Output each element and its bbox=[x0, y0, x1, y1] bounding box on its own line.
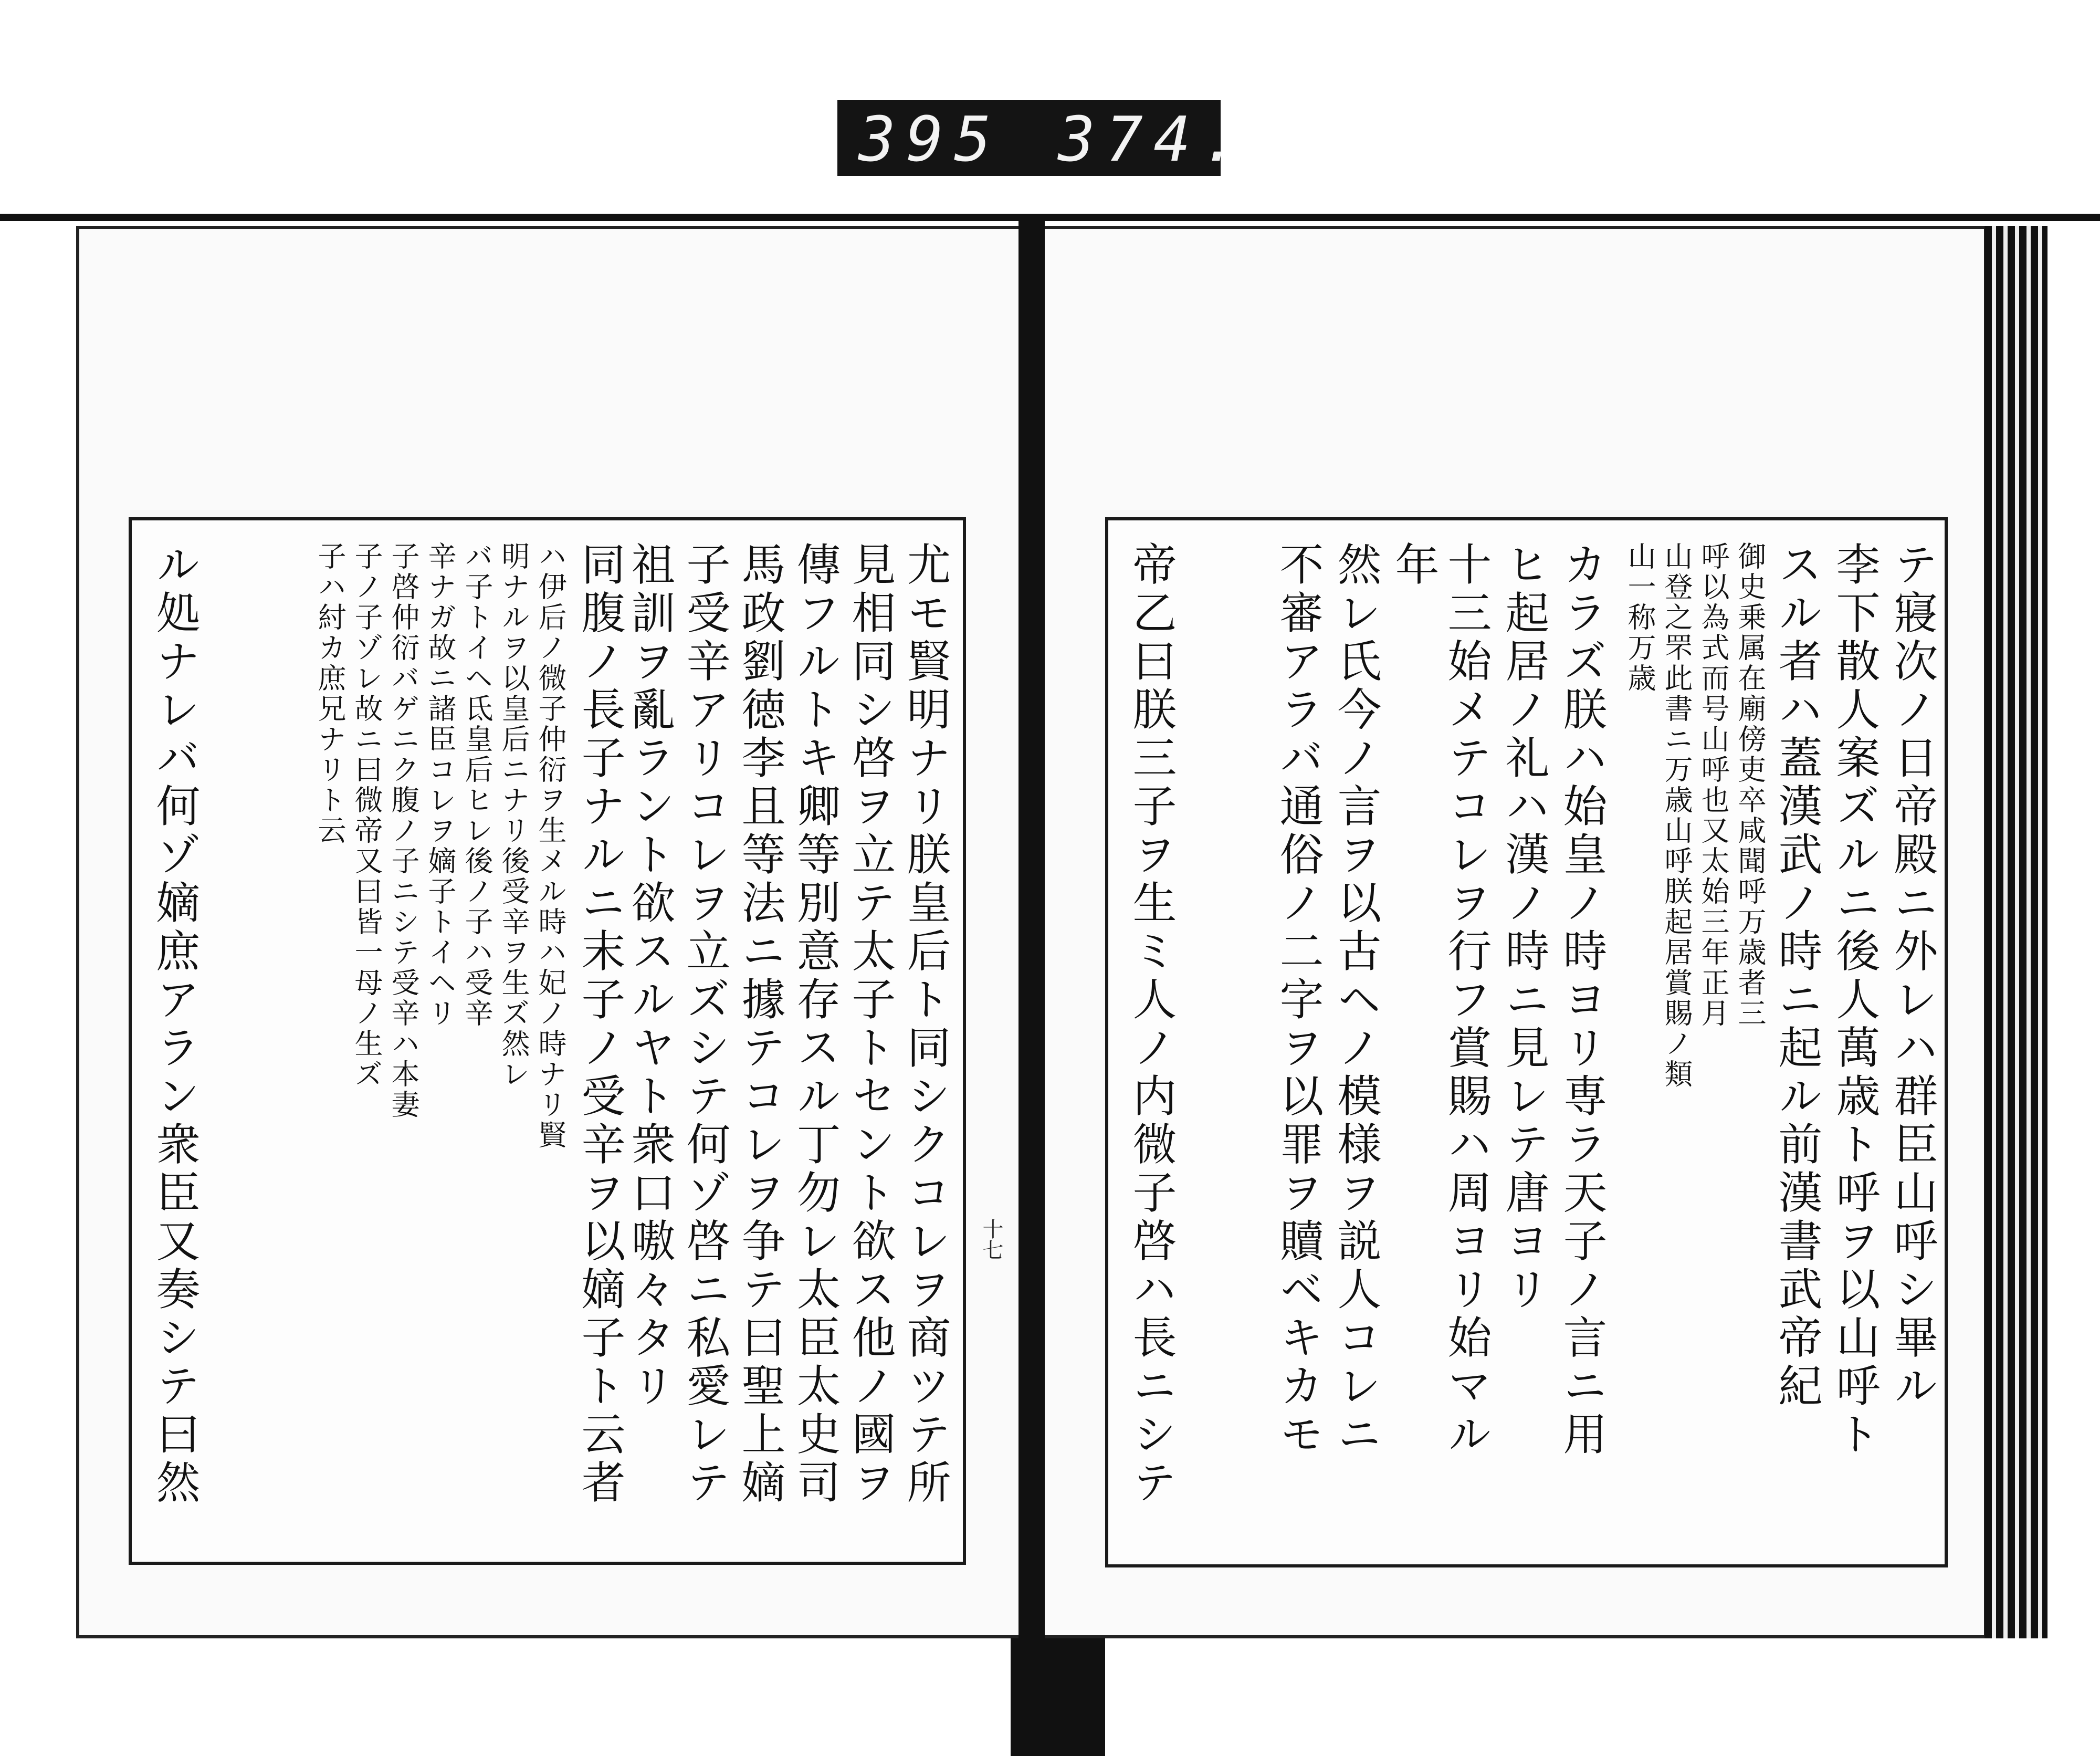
text-column: 李下散人案ズルニ後人萬歳ト呼ヲ以山呼ト bbox=[1829, 541, 1881, 1459]
text-column: 明ナルヲ以皇后ニナリ後受辛ヲ生ズ然レ bbox=[497, 541, 530, 1090]
text-column: 子ノ子ゾレ故ニ曰微帝又曰皆一母ノ生ズ bbox=[350, 541, 383, 1090]
book-spine bbox=[1018, 215, 1045, 1644]
text-column: 子啓仲衍バゲニク腹ノ子ニシテ受辛ハ本妻 bbox=[387, 541, 420, 1120]
text-column: ル処ナレバ何ゾ嫡庶アラン衆臣又奏シテ曰然 bbox=[149, 541, 201, 1508]
text-column: 山一称万歳 bbox=[1623, 541, 1656, 694]
text-column: 傳フルトキ卿等別意存スル丁勿レ太臣太史司 bbox=[790, 541, 841, 1508]
label-right-number: 374. bbox=[1058, 103, 1250, 175]
catalog-label bbox=[837, 100, 1250, 176]
text-column: バ子トイヘ氐皇后ヒレ後ノ子ハ受辛 bbox=[460, 541, 494, 1029]
text-column: 年 bbox=[1388, 541, 1440, 590]
text-column: ヒ起居ノ礼ハ漢ノ時ニ見レテ唐ヨリ bbox=[1498, 541, 1550, 1314]
text-column: 御史乗属在廟傍吏卒咸聞呼万歳者三 bbox=[1734, 541, 1767, 1029]
text-column: ハ伊后ノ微子仲衍ヲ生メル時ハ妃ノ時ナリ賢 bbox=[534, 541, 567, 1151]
text-column: 不審アラバ通俗ノ二字ヲ以罪ヲ贖ベキカモ bbox=[1273, 541, 1324, 1459]
text-column: 尤モ賢明ナリ朕皇后ト同シクコレヲ商ツテ所 bbox=[900, 541, 951, 1508]
left-text-frame bbox=[129, 517, 966, 1565]
top-rule-line bbox=[0, 214, 2100, 221]
text-column: テ寢次ノ日帝殿ニ外レハ群臣山呼シ畢ル bbox=[1887, 541, 1938, 1411]
text-column: スル者ハ蓋漢武ノ時ニ起ル前漢書武帝紀 bbox=[1771, 541, 1823, 1411]
text-column: 同腹ノ長子ナルニ末子ノ受辛ヲ以嫡子ト云者 bbox=[574, 541, 626, 1508]
text-column: カラズ朕ハ始皇ノ時ヨリ専ラ天子ノ言ニ用 bbox=[1556, 541, 1608, 1459]
text-column: 祖訓ヲ亂ラント欲スルヤト衆口嗷々タリ bbox=[624, 541, 676, 1411]
text-column: 辛ナガ故ニ諸臣コレヲ嫡子トイヘリ bbox=[424, 541, 457, 1029]
text-column: 然レ氏今ノ言ヲ以古ヘノ模様ヲ説人コレニ bbox=[1330, 541, 1382, 1459]
text-column: 子ハ紂カ庶兄ナリト云 bbox=[313, 541, 346, 846]
label-left-number: 395 bbox=[858, 103, 1002, 175]
text-column: 帝乙曰朕三子ヲ生ミ人ノ内微子啓ハ長ニシテ bbox=[1126, 541, 1177, 1508]
text-column: 呼以為式而号山呼也又太始三年正月 bbox=[1697, 541, 1730, 1029]
text-column: 馬政劉徳李且等法ニ據テコレヲ争テ曰聖上嫡 bbox=[734, 541, 786, 1508]
spine-foot bbox=[1011, 1638, 1105, 1756]
text-column: 十三始メテコレヲ行フ賞賜ハ周ヨリ始マル bbox=[1441, 541, 1492, 1459]
text-column: 見相同シ啓ヲ立テ太子トセント欲ス他ノ國ヲ bbox=[845, 541, 896, 1508]
page-edge-stack bbox=[1984, 226, 2048, 1638]
right-text-frame bbox=[1105, 517, 1948, 1567]
text-column: 子受辛アリコレヲ立ズシテ何ゾ啓ニ私愛レテ bbox=[679, 541, 731, 1508]
folio-number: 十七 bbox=[979, 1218, 1003, 1260]
text-column: 山登之罘此書ニ万歳山呼朕起居賞賜ノ類 bbox=[1660, 541, 1693, 1090]
